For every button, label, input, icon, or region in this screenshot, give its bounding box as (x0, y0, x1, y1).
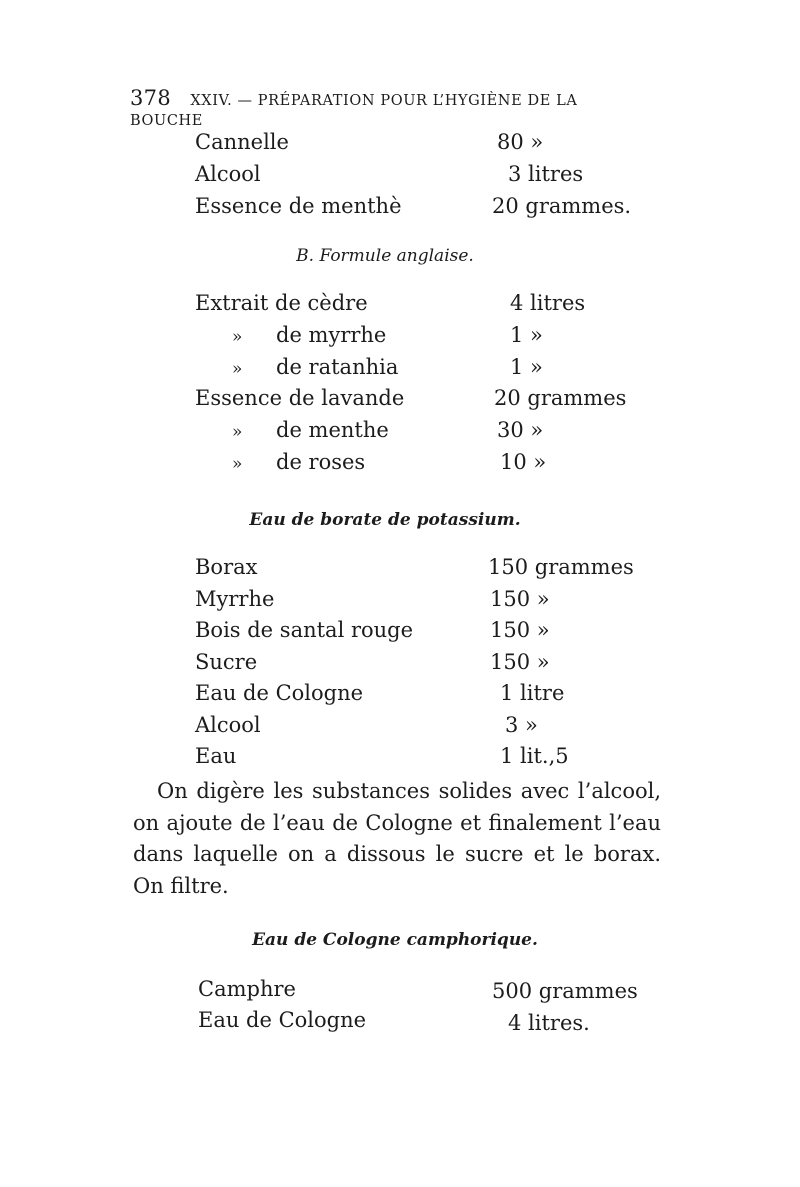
ingredient-qty: 1 litre (500, 681, 565, 705)
ingredient-qty: 10 » (500, 450, 547, 474)
ingredient-name: de menthe (276, 418, 389, 442)
ingredient-name: Alcool (195, 162, 261, 186)
section-title: Eau de Cologne camphorique. (252, 930, 538, 950)
section-title: B. Formule anglaise. (296, 246, 474, 266)
ingredient-name: Essence de menthè (195, 194, 402, 218)
ingredient-name: de roses (276, 450, 366, 474)
section-title: Eau de borate de potassium. (249, 510, 521, 530)
page-number: 378 (130, 86, 171, 110)
ingredient-name: Cannelle (195, 130, 289, 154)
ingredient-name: Sucre (195, 650, 258, 674)
ingredient-qty: 150 grammes (488, 555, 634, 579)
ingredient-name: Essence de lavande (195, 386, 405, 410)
ingredient-name: Eau de Cologne (198, 1008, 367, 1032)
ingredient-name-row (232, 418, 389, 442)
ingredient-qty: 500 grammes (492, 979, 638, 1003)
ingredient-qty: 3 » (505, 713, 538, 737)
ingredient-qty: 150 » (490, 587, 550, 611)
ditto-mark: » (232, 359, 243, 379)
ingredient-name: Alcool (195, 713, 261, 737)
ingredient-qty: 30 » (497, 418, 544, 442)
ingredient-name: Eau de Cologne (195, 681, 364, 705)
ingredient-name-row (232, 450, 365, 474)
ingredient-qty: 1 lit.,5 (500, 744, 569, 768)
ingredient-name-row (232, 323, 386, 347)
ingredient-name: Bois de santal rouge (195, 618, 414, 642)
ingredient-qty: 1 » (510, 355, 543, 379)
ingredient-name: Borax (195, 555, 258, 579)
ditto-mark: » (232, 422, 243, 442)
ingredient-name: Myrrhe (195, 587, 275, 611)
ingredient-name: de myrrhe (276, 323, 387, 347)
ingredient-qty: 1 » (510, 323, 543, 347)
instructions-paragraph: On digère les substances solides avec l’alcool, on ajoute de l’eau de Cologne et finalement l’eau dans laquelle on a dissous le sucre et le borax. On filtre. (133, 779, 661, 898)
ingredient-name: Camphre (198, 977, 296, 1001)
ingredient-qty: 4 litres (510, 291, 586, 315)
ingredient-qty: 20 grammes. (492, 194, 632, 218)
running-title: XXIV. — PRÉPARATION POUR L’HYGIÈNE DE LA BOUCHE (130, 93, 578, 129)
ingredient-qty: 4 litres. (508, 1011, 590, 1035)
ingredient-name: de ratanhia (276, 355, 399, 379)
ditto-mark: » (232, 327, 243, 347)
ingredient-name-row (232, 355, 398, 379)
ditto-mark: » (232, 454, 243, 474)
ingredient-qty: 150 » (490, 650, 550, 674)
running-header (130, 86, 650, 129)
ingredient-name: Eau (195, 744, 237, 768)
ingredient-qty: 20 grammes (494, 386, 627, 410)
ingredient-qty: 80 » (497, 130, 544, 154)
ingredient-name: Extrait de cèdre (195, 291, 368, 315)
ingredient-qty: 3 litres (508, 162, 584, 186)
ingredient-qty: 150 » (490, 618, 550, 642)
